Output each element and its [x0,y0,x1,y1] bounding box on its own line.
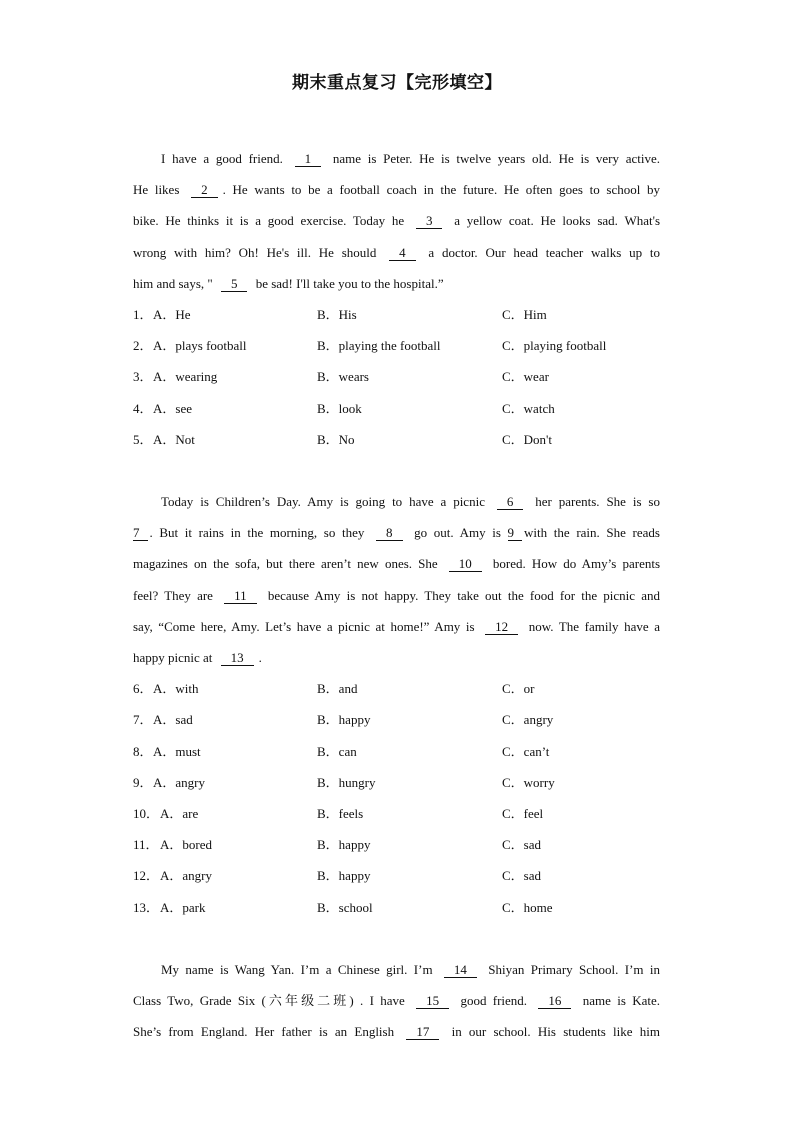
option-c: C．angry [502,712,554,728]
passage-text: I have a good friend. [161,151,290,166]
passage-text: She’s from England. Her father is an English [133,1024,402,1040]
answer-blank: 14 [444,963,477,978]
passage-line [133,275,660,293]
option-c: C．can’t [502,743,550,759]
passage-text: her parents. She is so [528,494,660,509]
option-c: C．or [502,681,535,697]
passage-text: be sad! I'll take you to the hospital.” [252,275,444,291]
passage-line [161,493,660,511]
passage-text: wrong with him? Oh! He's ill. He should [133,244,385,260]
answer-blank: 2 [191,183,218,198]
option-c: C．worry [502,774,555,790]
passage-text: good friend. [454,993,534,1009]
option-b: B．happy [317,712,371,728]
passage-text: bike. He thinks it is a good exercise. Today he [133,213,411,229]
option-a: A．wearing [153,369,218,385]
option-b: B．feels [317,806,364,821]
answer-blank: 3 [416,214,443,229]
question-number: 3． [133,369,153,385]
option-a: A．park [160,899,206,915]
option-b: B．happy [317,837,371,853]
passage-line [133,181,660,199]
option-b: B．wears [317,369,369,385]
answer-blank: 6 [497,495,524,510]
option-a: A．angry [153,774,205,790]
option-a: A．sad [153,712,193,728]
passage-text: now. The family have a [523,618,661,634]
question-number: 1． [133,307,153,322]
answer-blank: 9 [508,526,523,541]
answer-blank: 1 [295,152,322,167]
question-number: 9． [133,774,153,790]
question-number: 8． [133,743,153,759]
option-c: C．sad [502,868,542,884]
option-c: C．wear [502,369,549,385]
answer-blank: 5 [221,277,248,292]
option-c: C．Him [502,307,547,322]
passage-text: because Amy is not happy. They take out the food for the picnic and [261,587,660,603]
option-c: C．feel [502,806,544,821]
passage-text: name is Kate. [576,993,660,1009]
option-c: C．home [502,899,553,915]
passage-text: go out. Amy is [407,525,508,541]
passage-text: bored. How do Amy’s parents [486,556,661,572]
passage-text: magazines on the sofa, but there aren’t new ones. She [133,556,444,572]
passage-text: name is Peter. He is twelve years old. He is very active. [326,151,660,166]
passage-line [133,524,660,542]
option-a: A．plays football [153,338,247,354]
passage-text: . But it rains in the morning, so they [149,525,372,541]
answer-blank: 4 [389,246,416,261]
passage-line [133,992,660,1010]
answer-blank: 12 [485,620,518,635]
passage-line [133,649,660,667]
passage-text: a yellow coat. He looks sad. What's [447,213,661,229]
option-b: B．and [317,681,358,697]
option-b: B．can [317,743,357,759]
passage-text: a doctor. Our head teacher walks up to [420,244,660,260]
answer-blank: 11 [224,589,257,604]
question-number: 7． [133,712,153,728]
question-number: 2． [133,338,153,354]
question-number: 10． [133,806,160,821]
answer-blank: 17 [406,1025,439,1040]
passage-text: him and says, " [133,275,216,291]
passage-text: . He wants to be a football coach in the future. He often goes to school by [222,182,660,198]
passage-line [133,618,660,636]
answer-blank: 15 [416,994,449,1009]
passage-text: Shiyan Primary School. I’m in [481,962,660,977]
passage-line [133,555,660,573]
answer-blank: 13 [221,651,254,666]
page-title: 期末重点复习【完形填空】 [292,73,502,93]
passage-line [133,212,660,230]
question-number: 4． [133,400,153,416]
passage-text: say, “Come here, Amy. Let’s have a picnic at home!” Amy is [133,618,481,634]
option-a: A．are [160,806,199,821]
option-a: A．He [153,307,191,322]
option-a: A．bored [160,837,212,853]
option-a: A．with [153,681,199,697]
passage-text: feel? They are [133,587,220,603]
option-b: B．playing the football [317,338,441,354]
option-a: A．must [153,743,201,759]
answer-blank: 7 [133,526,148,541]
option-a: A．Not [153,431,195,447]
passage-text: in our school. His students like him [444,1024,660,1040]
question-number: 5． [133,431,153,447]
option-c: C．watch [502,400,555,416]
passage-text: My name is Wang Yan. I’m a Chinese girl. I’m [161,962,439,977]
passage-text: He likes [133,182,187,198]
option-b: B．look [317,400,362,416]
option-b: B．school [317,899,373,915]
option-c: C．Don't [502,431,553,447]
passage-line [133,1023,660,1041]
passage-line [133,244,660,262]
option-a: A．see [153,400,192,416]
question-number: 11． [133,837,159,853]
passage-line [133,587,660,605]
passage-text: . [258,650,262,665]
option-c: C．playing football [502,338,607,354]
option-b: B．His [317,307,357,322]
question-number: 6． [133,681,153,697]
answer-blank: 10 [449,557,482,572]
option-b: B．happy [317,868,371,884]
option-a: A．angry [160,868,212,884]
option-b: B．hungry [317,774,376,790]
answer-blank: 16 [538,994,571,1009]
passage-text: happy picnic at [133,650,216,665]
question-number: 12． [133,868,160,884]
option-b: B．No [317,431,355,447]
passage-line [161,150,660,168]
passage-line [161,961,660,979]
passage-text: Class Two, Grade Six (六年级二班) . I have [133,993,412,1009]
question-number: 13． [133,899,160,915]
passage-text: Today is Children’s Day. Amy is going to have a picnic [161,494,492,509]
answer-blank: 8 [376,526,403,541]
passage-text: with the rain. She reads [524,525,660,541]
option-c: C．sad [502,837,542,853]
